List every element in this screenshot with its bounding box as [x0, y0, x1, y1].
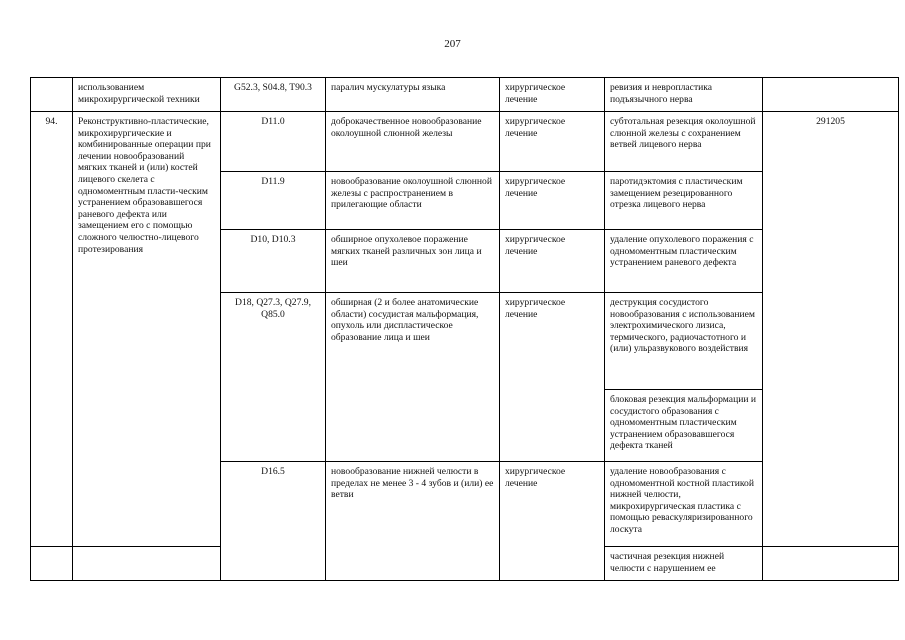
treatment-type-cell: хирургическое лечение	[500, 78, 605, 112]
patient-model-cell: паралич мускулатуры языка	[326, 78, 500, 112]
treatment-type-cell: хирургическое лечение	[500, 462, 605, 581]
service-name-cell: Реконструктивно-пластические, микрохирургические и комбинированные операции при лечении новообразований мягких тканей и (или) костей лицевого скелета с одномоментным пласти-ческим устранением образовавшегося раневого дефекта или замещением его с помощью сложного челюстно-лицевого протезирования	[73, 112, 221, 547]
icd-codes-cell: D11.9	[221, 172, 326, 230]
treatment-type-cell: хирургическое лечение	[500, 112, 605, 172]
page-number: 207	[444, 38, 461, 50]
icd-codes-cell: D16.5	[221, 462, 326, 581]
num-continuation-cell	[31, 547, 73, 581]
price-cell	[763, 78, 899, 112]
row-number-cell: 94.	[31, 112, 73, 547]
icd-codes-cell: D18, Q27.3, Q27.9, Q85.0	[221, 293, 326, 462]
treatment-method-cell: удаление новообразования с одномоментной костной пластикой нижней челюсти, микрохирургическая пластика с помощью реваскуляризированного лоскута	[605, 462, 763, 547]
name-continuation-cell	[73, 547, 221, 581]
service-name-cell: использованием микрохирургической техники	[73, 78, 221, 112]
table-row	[31, 78, 899, 112]
icd-codes-cell: D11.0	[221, 112, 326, 172]
table-row	[31, 112, 899, 172]
treatment-method-cell: субтотальная резекция околоушной слюнной железы с сохранением ветвей лицевого нерва	[605, 112, 763, 172]
treatment-method-cell: паротидэктомия с пластическим замещением резецированного отрезка лицевого нерва	[605, 172, 763, 230]
patient-model-cell: новообразование нижней челюсти в пределах не менее 3 - 4 зубов и (или) ее ветви	[326, 462, 500, 581]
services-table	[30, 77, 899, 581]
patient-model-cell: обширное опухолевое поражение мягких тканей различных зон лица и шеи	[326, 230, 500, 293]
treatment-method-cell: блоковая резекция мальформации и сосудистого образования с одномоментным пластическим устранением образовавшегося дефекта тканей	[605, 390, 763, 462]
icd-codes-cell: G52.3, S04.8, T90.3	[221, 78, 326, 112]
price-continuation-cell	[763, 547, 899, 581]
price-cell: 291205	[763, 112, 899, 547]
treatment-method-cell: частичная резекция нижней челюсти с нарушением ее	[605, 547, 763, 581]
treatment-method-cell: деструкция сосудистого новообразования с использованием электрохимического лизиса, термического, радиочастотного и (или) ульразвукового воздействия	[605, 293, 763, 390]
patient-model-cell: обширная (2 и более анатомические области) сосудистая мальформация, опухоль или диспластическое образование лица и шеи	[326, 293, 500, 462]
treatment-method-cell: ревизия и невропластика подъязычного нерва	[605, 78, 763, 112]
treatment-type-cell: хирургическое лечение	[500, 230, 605, 293]
patient-model-cell: новообразование околоушной слюнной железы с распространением в прилегающие области	[326, 172, 500, 230]
patient-model-cell: доброкачественное новообразование околоушной слюнной железы	[326, 112, 500, 172]
treatment-type-cell: хирургическое лечение	[500, 172, 605, 230]
treatment-type-cell: хирургическое лечение	[500, 293, 605, 462]
icd-codes-cell: D10, D10.3	[221, 230, 326, 293]
row-number-cell	[31, 78, 73, 112]
treatment-method-cell: удаление опухолевого поражения с одномоментным пластическим устранением раневого дефекта	[605, 230, 763, 293]
